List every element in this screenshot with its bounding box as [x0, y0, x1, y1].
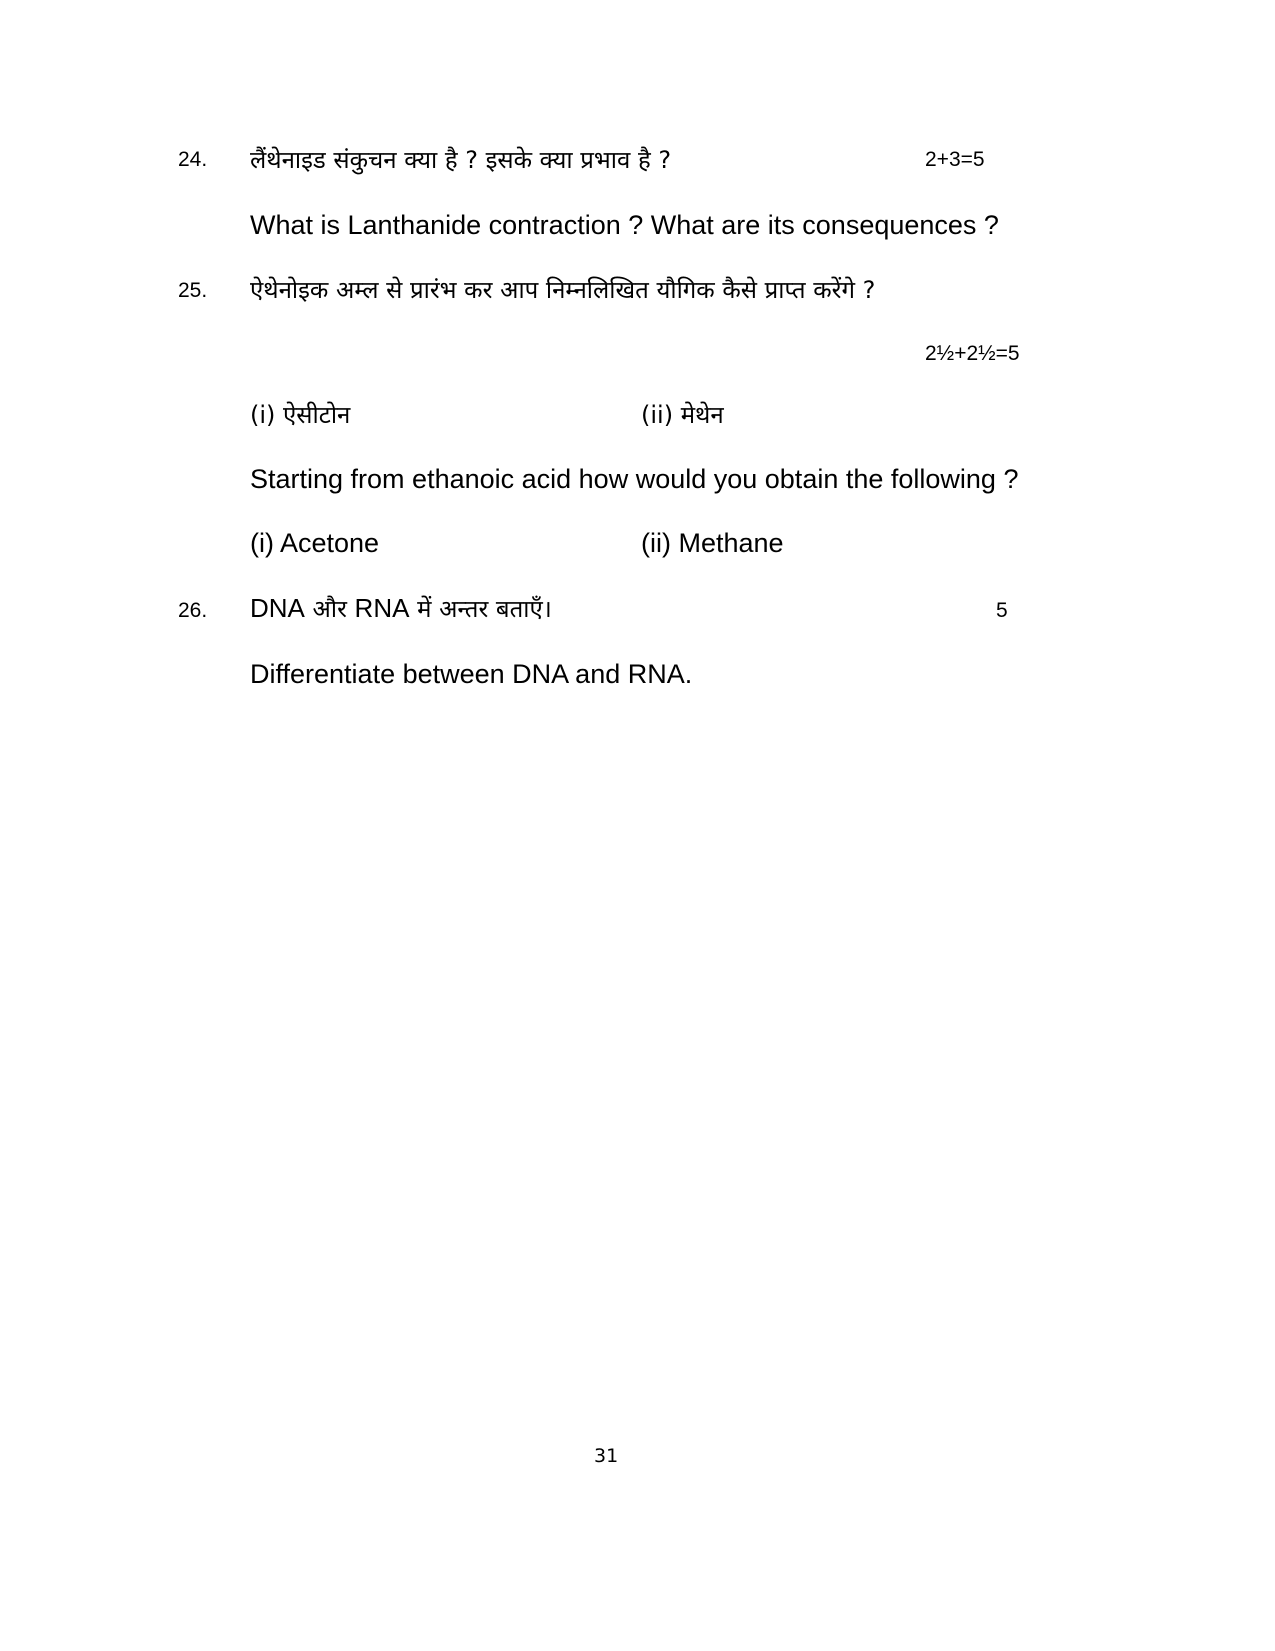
question-24-marks: 2+3=5	[925, 148, 985, 171]
question-25-hindi-text: ऐथेनोइक अम्ल से प्रारंभ कर आप निम्नलिखित यौगिक कैसे प्राप्त करेंगे ?	[250, 276, 876, 304]
question-26-english-text: Differentiate between DNA and RNA.	[250, 659, 693, 689]
question-25-marks: 2½+2½=5	[925, 342, 1020, 365]
question-26-dna-term: DNA	[250, 593, 305, 623]
question-26-hindi-tail: में अन्तर बताएँ।	[409, 595, 552, 623]
question-25-number: 25.	[178, 279, 208, 302]
question-25-english-text: Starting from ethanoic acid how would you obtain the following ?	[250, 464, 1019, 494]
question-24-number: 24.	[178, 148, 208, 171]
question-24-english-text: What is Lanthanide contraction ? What are its consequences ?	[250, 210, 999, 240]
question-25-english-option-2: (ii) Methane	[641, 528, 784, 558]
question-26-number: 26.	[178, 599, 208, 622]
question-26-hindi-text	[250, 592, 552, 625]
question-26-marks: 5	[996, 599, 1008, 622]
question-26-connector: और	[304, 595, 355, 623]
question-26-rna-term: RNA	[354, 593, 410, 623]
question-25-english-option-1: (i) Acetone	[250, 528, 380, 558]
question-25-hindi-option-2: (ii) मेथेन	[641, 401, 724, 429]
question-24-hindi-text: लैंथेनाइड संकुचन क्या है ? इसके क्या प्रभाव है ?	[250, 146, 672, 174]
question-25-hindi-option-1: (i) ऐसीटोन	[250, 401, 351, 429]
page-number: 31	[594, 1445, 619, 1467]
